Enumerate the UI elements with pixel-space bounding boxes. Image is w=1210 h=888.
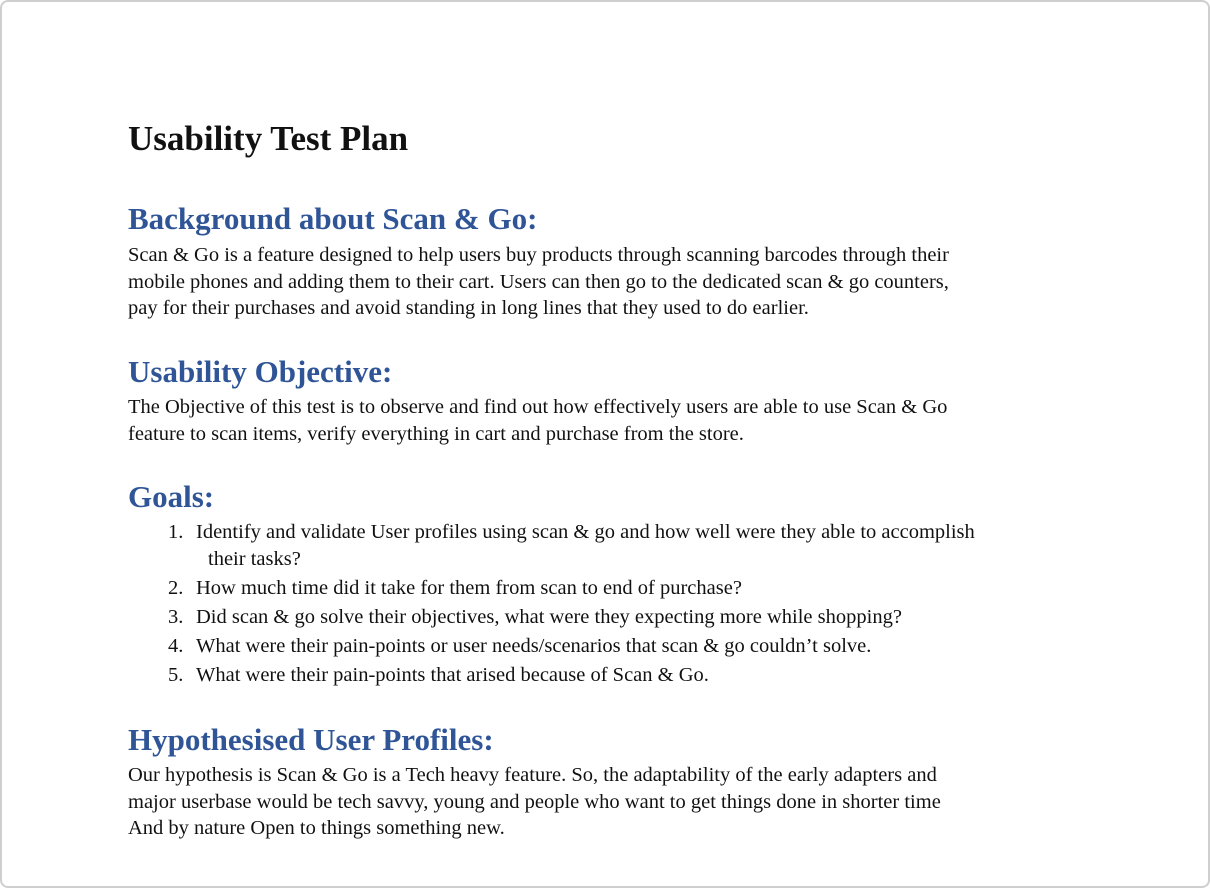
goal-number: 4. — [168, 634, 184, 657]
paragraph-line: The Objective of this test is to observe and find out how effectively users are able to use Scan & Go — [128, 396, 948, 418]
profiles-paragraph — [128, 762, 941, 842]
goal-item-4 — [168, 633, 975, 660]
goal-text: Identify and validate User profiles using scan & go and how well were they able to accomplish — [196, 521, 975, 543]
paragraph-line: major userbase would be tech savvy, young and people who want to get things done in shorter time — [128, 790, 941, 813]
goal-item-3 — [168, 604, 975, 631]
goal-text: Did scan & go solve their objectives, what were they expecting more while shopping? — [196, 605, 902, 628]
section-heading-goals: Goals: — [128, 479, 215, 514]
goal-number: 5. — [168, 663, 184, 686]
goal-text: How much time did it take for them from scan to end of purchase? — [196, 576, 742, 599]
objective-paragraph — [128, 394, 947, 447]
goal-item-2 — [168, 575, 975, 602]
paragraph-line: Our hypothesis is Scan & Go is a Tech heavy feature. So, the adaptability of the early adapters and — [128, 764, 937, 786]
goal-text: their tasks? — [208, 547, 301, 570]
goal-item-5 — [168, 662, 975, 689]
goal-text: What were their pain-points that arised because of Scan & Go. — [196, 663, 709, 686]
paragraph-line: feature to scan items, verify everything in cart and purchase from the store. — [128, 422, 744, 445]
goal-item-1 — [168, 519, 975, 572]
paragraph-line: mobile phones and adding them to their cart. Users can then go to the dedicated scan & go counters, — [128, 270, 949, 293]
section-heading-profiles: Hypothesised User Profiles: — [128, 722, 494, 757]
goals-list — [168, 519, 975, 691]
background-paragraph — [128, 242, 949, 322]
goal-number: 3. — [168, 605, 184, 628]
paragraph-line: pay for their purchases and avoid standing in long lines that they used to do earlier. — [128, 297, 809, 319]
section-heading-background: Background about Scan & Go: — [128, 201, 538, 236]
section-heading-objective: Usability Objective: — [128, 354, 393, 389]
paragraph-line: And by nature Open to things something new. — [128, 817, 505, 839]
goal-text: What were their pain-points or user needs/scenarios that scan & go couldn’t solve. — [196, 634, 872, 657]
paragraph-line: Scan & Go is a feature designed to help users buy products through scanning barcodes through their — [128, 244, 949, 266]
document-title: Usability Test Plan — [128, 119, 409, 158]
goal-number: 1. — [168, 521, 184, 543]
goal-number: 2. — [168, 576, 184, 599]
